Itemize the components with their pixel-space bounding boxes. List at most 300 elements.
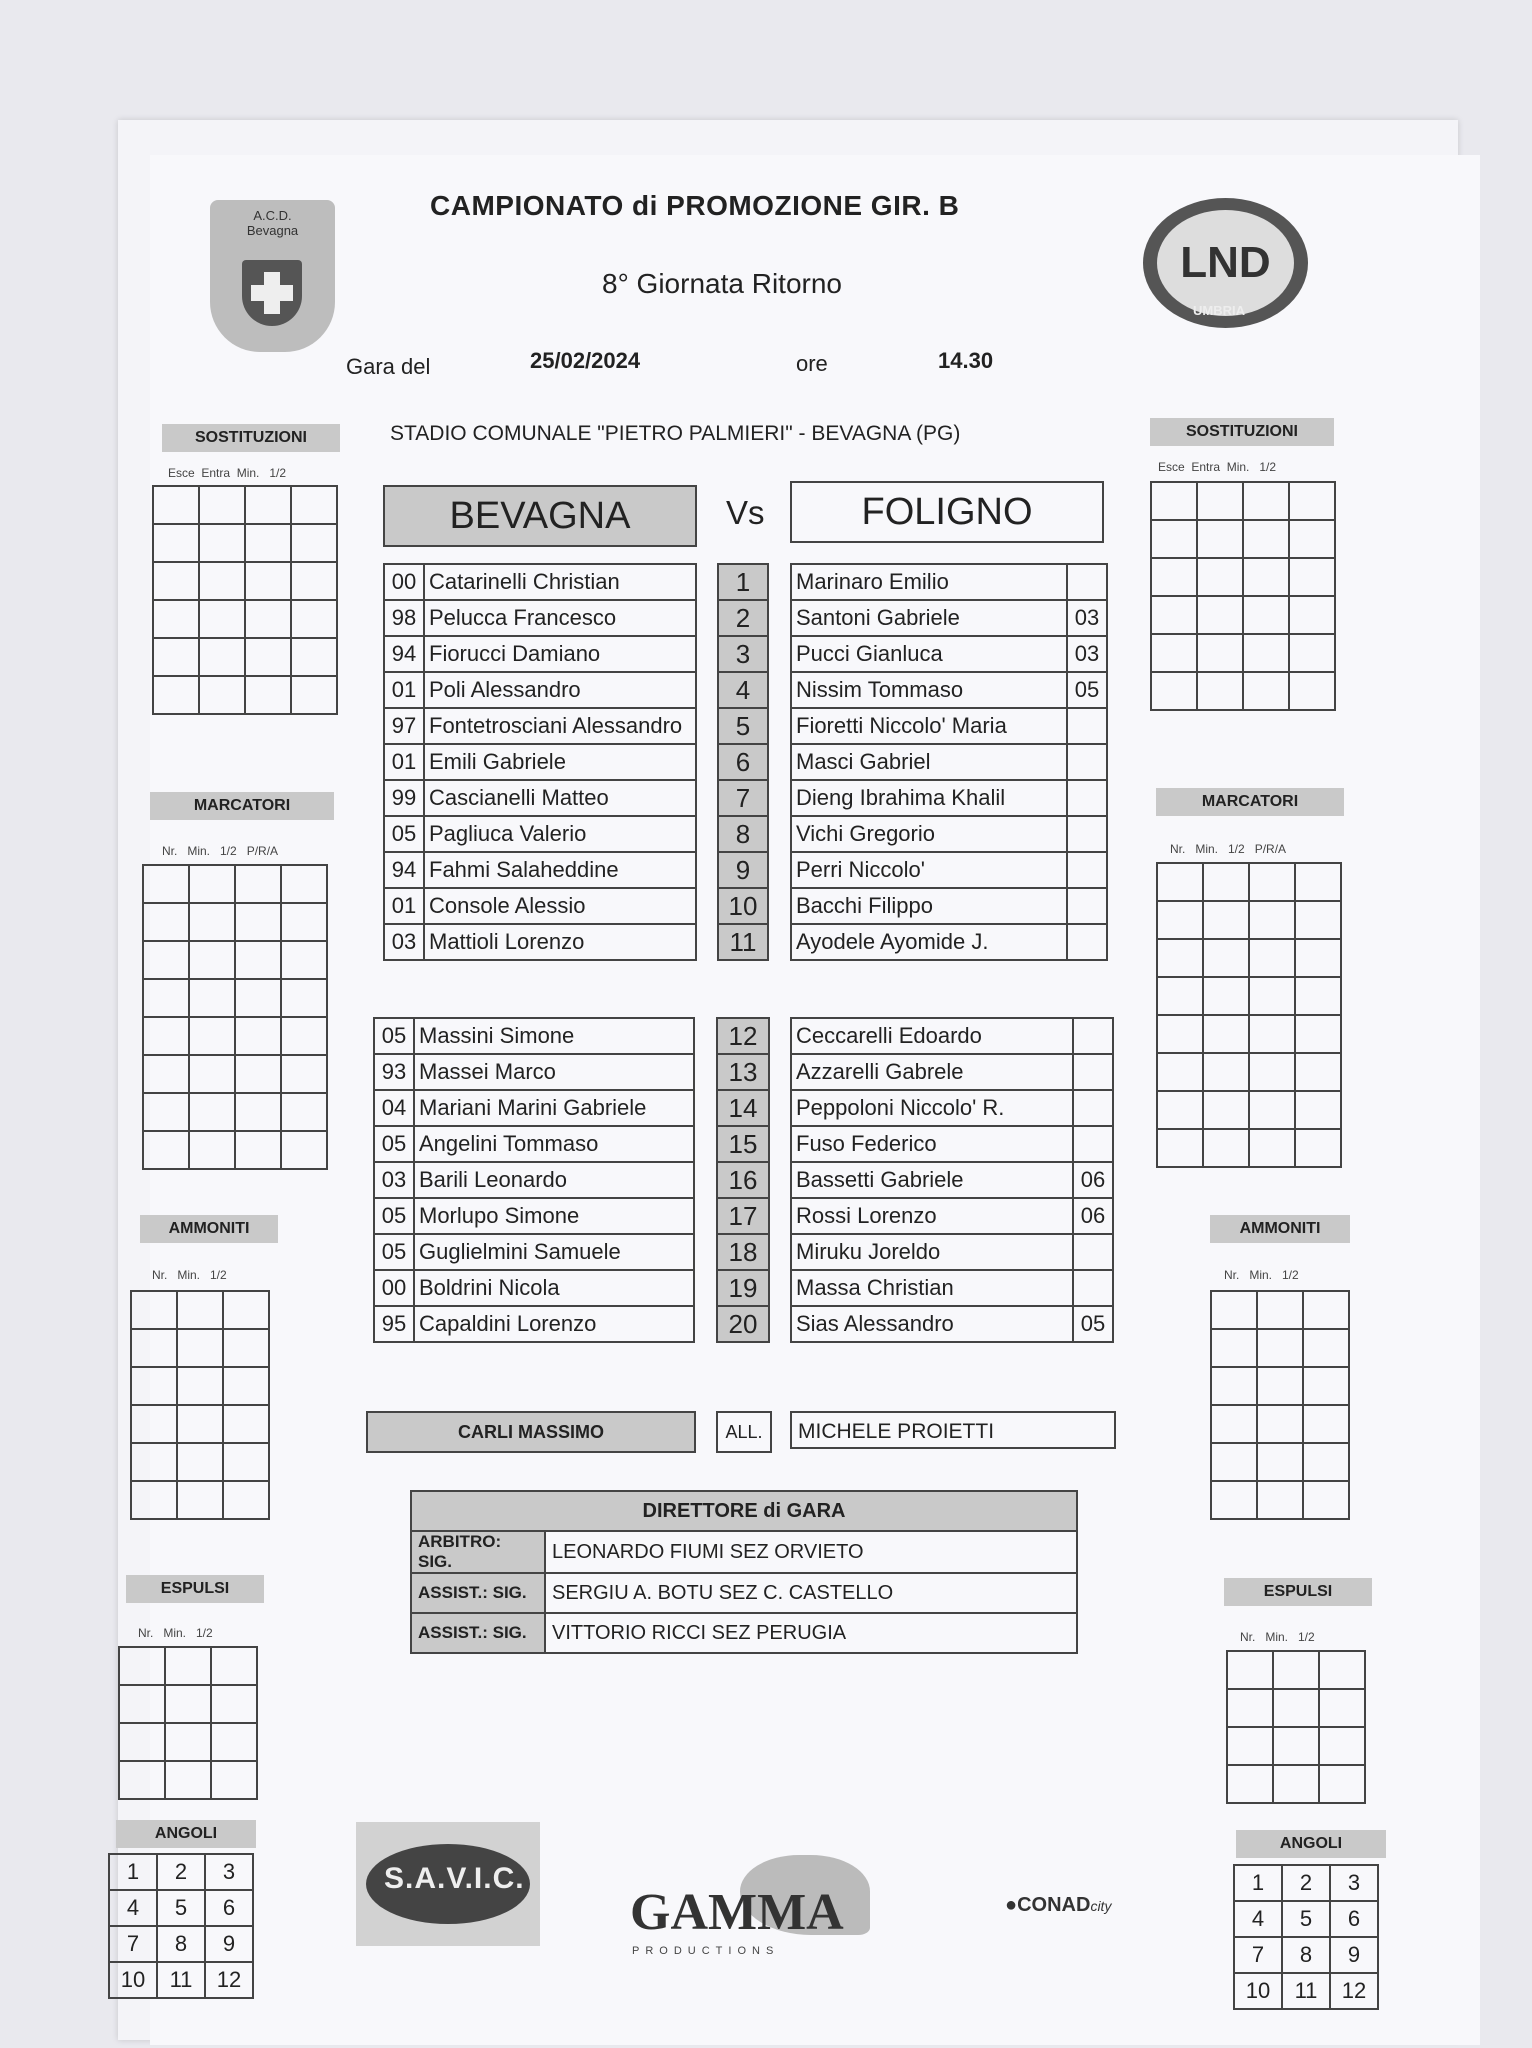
grid-cell — [131, 1291, 177, 1329]
grid-cell — [189, 941, 235, 979]
grid-cell — [281, 941, 327, 979]
player-name: Morlupo Simone — [414, 1198, 694, 1234]
table-row — [718, 708, 768, 744]
player-year: 03 — [374, 1162, 414, 1198]
left-ammoniti-label: AMMONITI — [140, 1215, 278, 1243]
player-name: Fontetrosciani Alessandro — [424, 708, 696, 744]
grid-cell — [153, 600, 199, 638]
grid-cell — [1211, 1329, 1257, 1367]
grid-cell — [1249, 1091, 1295, 1129]
grid-cell — [131, 1367, 177, 1405]
shirt-number: 13 — [717, 1054, 769, 1090]
grid-cell — [131, 1329, 177, 1367]
right-sostituzioni-label: SOSTITUZIONI — [1150, 418, 1334, 446]
grid-cell — [1157, 977, 1203, 1015]
player-year: 05 — [374, 1234, 414, 1270]
grid-cell — [245, 638, 291, 676]
player-name: Dieng Ibrahima Khalil — [791, 780, 1067, 816]
player-year: 03 — [1067, 636, 1107, 672]
grid-cell — [291, 524, 337, 562]
grid-cell — [199, 600, 245, 638]
grid-cell — [1197, 596, 1243, 634]
savic-sponsor-logo — [356, 1822, 540, 1946]
grid-cell — [1257, 1443, 1303, 1481]
grid-cell — [119, 1723, 165, 1761]
player-name: Vichi Gregorio — [791, 816, 1067, 852]
assistant-2-label: ASSIST.: SIG. — [411, 1613, 545, 1653]
player-name: Fiorucci Damiano — [424, 636, 696, 672]
corner-number: 7 — [1234, 1937, 1282, 1973]
grid-cell — [1157, 939, 1203, 977]
player-year — [1067, 780, 1107, 816]
grid-cell — [177, 1405, 223, 1443]
grid-cell — [153, 638, 199, 676]
grid-cell — [1303, 1481, 1349, 1519]
player-name: Fahmi Salaheddine — [424, 852, 696, 888]
grid-cell — [143, 865, 189, 903]
referee-name: LEONARDO FIUMI SEZ ORVIETO — [545, 1531, 1077, 1573]
table-row — [791, 924, 1107, 960]
grid-cell — [223, 1405, 269, 1443]
right-ammoniti-label: AMMONITI — [1210, 1215, 1350, 1243]
grid-cell — [1303, 1329, 1349, 1367]
table-row — [791, 1198, 1113, 1234]
player-name: Mariani Marini Gabriele — [414, 1090, 694, 1126]
grid-cell — [245, 562, 291, 600]
table-row — [718, 780, 768, 816]
table-row — [384, 924, 696, 960]
grid-cell — [1197, 672, 1243, 710]
grid-cell — [223, 1443, 269, 1481]
shirt-number: 12 — [717, 1018, 769, 1054]
grid-cell — [1289, 596, 1335, 634]
grid-cell — [1249, 977, 1295, 1015]
player-year: 05 — [1073, 1306, 1113, 1342]
grid-cell — [153, 676, 199, 714]
match-date: 25/02/2024 — [530, 348, 641, 373]
assistant-1-name: SERGIU A. BOTU SEZ C. CASTELLO — [545, 1573, 1077, 1613]
player-name: Catarinelli Christian — [424, 564, 696, 600]
shirt-number: 5 — [718, 708, 768, 744]
table-row — [374, 1198, 694, 1234]
player-name: Poli Alessandro — [424, 672, 696, 708]
referees-table — [410, 1490, 1078, 1654]
player-name: Azzarelli Gabrele — [791, 1054, 1073, 1090]
shirt-number: 18 — [717, 1234, 769, 1270]
shirt-number: 20 — [717, 1306, 769, 1342]
federation-region: UMBRIA — [1193, 303, 1245, 318]
table-row — [717, 1054, 769, 1090]
table-row — [791, 1306, 1113, 1342]
shirt-number: 9 — [718, 852, 768, 888]
table-row — [374, 1126, 694, 1162]
grid-cell — [245, 524, 291, 562]
player-name: Boldrini Nicola — [414, 1270, 694, 1306]
away-subs-table — [790, 1017, 1114, 1343]
player-name: Miruku Joreldo — [791, 1234, 1073, 1270]
left-espulsi-grid — [118, 1646, 258, 1800]
grid-cell — [1273, 1765, 1319, 1803]
player-year: 94 — [384, 636, 424, 672]
right-sostituzioni-cols: Esce Entra Min. 1/2 — [1158, 460, 1277, 474]
match-date-label: Gara del — [346, 354, 431, 379]
shirt-number: 19 — [717, 1270, 769, 1306]
player-name: Fuso Federico — [791, 1126, 1073, 1162]
grid-cell — [153, 524, 199, 562]
player-year — [1073, 1270, 1113, 1306]
shirt-number: 3 — [718, 636, 768, 672]
left-ammoniti-grid — [130, 1290, 270, 1520]
federation-logo — [1143, 198, 1308, 328]
gamma-logo-subtext: PRODUCTIONS — [632, 1945, 780, 1957]
sub-numbers-column — [716, 1017, 770, 1343]
player-year — [1067, 816, 1107, 852]
corner-number: 8 — [157, 1926, 205, 1962]
assistant-2-name: VITTORIO RICCI SEZ PERUGIA — [545, 1613, 1077, 1653]
grid-cell — [1203, 901, 1249, 939]
grid-cell — [1211, 1291, 1257, 1329]
shield-icon — [242, 260, 302, 326]
grid-cell — [1295, 863, 1341, 901]
table-row — [718, 636, 768, 672]
grid-cell — [245, 600, 291, 638]
page-title: CAMPIONATO di PROMOZIONE GIR. B — [430, 190, 960, 221]
grid-cell — [1319, 1765, 1365, 1803]
right-marcatori-label: MARCATORI — [1156, 788, 1344, 816]
grid-cell — [143, 941, 189, 979]
table-row — [384, 708, 696, 744]
left-espulsi-cols: Nr. Min. 1/2 — [138, 1626, 213, 1640]
left-sostituzioni-label: SOSTITUZIONI — [162, 424, 340, 452]
grid-cell — [245, 486, 291, 524]
corner-number: 9 — [205, 1926, 253, 1962]
corner-number: 1 — [109, 1854, 157, 1890]
table-row — [718, 744, 768, 780]
table-row — [791, 672, 1107, 708]
grid-cell — [177, 1367, 223, 1405]
table-row — [374, 1270, 694, 1306]
referee-label: ARBITRO: SIG. — [411, 1531, 545, 1573]
grid-cell — [143, 1017, 189, 1055]
corner-number: 10 — [1234, 1973, 1282, 2009]
table-row — [791, 1162, 1113, 1198]
home-club-logo — [210, 200, 335, 352]
home-team-name: BEVAGNA — [383, 485, 697, 547]
player-year — [1073, 1126, 1113, 1162]
match-time-label: ore — [796, 351, 828, 376]
grid-cell — [291, 676, 337, 714]
table-row — [717, 1090, 769, 1126]
table-row — [791, 1018, 1113, 1054]
grid-cell — [189, 979, 235, 1017]
grid-cell — [1289, 558, 1335, 596]
grid-cell — [1243, 558, 1289, 596]
grid-cell — [281, 979, 327, 1017]
player-year — [1067, 888, 1107, 924]
savic-logo-text: S.A.V.I.C. — [384, 1862, 525, 1895]
grid-cell — [1227, 1727, 1273, 1765]
shirt-number: 1 — [718, 564, 768, 600]
grid-cell — [235, 1055, 281, 1093]
grid-cell — [1289, 672, 1335, 710]
grid-cell — [1295, 1053, 1341, 1091]
grid-cell — [1151, 596, 1197, 634]
grid-cell — [1197, 558, 1243, 596]
table-row — [718, 924, 768, 960]
shirt-number: 17 — [717, 1198, 769, 1234]
player-year: 06 — [1073, 1198, 1113, 1234]
player-name: Perri Niccolo' — [791, 852, 1067, 888]
grid-cell — [131, 1481, 177, 1519]
corner-number: 12 — [205, 1962, 253, 1998]
player-year — [1073, 1018, 1113, 1054]
grid-cell — [1319, 1689, 1365, 1727]
corner-number: 8 — [1282, 1937, 1330, 1973]
grid-cell — [165, 1761, 211, 1799]
table-row — [717, 1162, 769, 1198]
conad-icon: ● — [1005, 1894, 1018, 1916]
grid-cell — [291, 486, 337, 524]
table-row — [384, 744, 696, 780]
grid-cell — [177, 1481, 223, 1519]
player-year — [1067, 564, 1107, 600]
right-sostituzioni-grid — [1150, 481, 1336, 711]
shirt-number: 4 — [718, 672, 768, 708]
player-year — [1067, 744, 1107, 780]
federation-logo-text: LND — [1157, 210, 1294, 316]
grid-cell — [131, 1405, 177, 1443]
player-year: 95 — [374, 1306, 414, 1342]
referees-header: DIRETTORE di GARA — [411, 1491, 1077, 1531]
corner-number: 11 — [1282, 1973, 1330, 2009]
grid-cell — [1303, 1367, 1349, 1405]
shirt-number: 16 — [717, 1162, 769, 1198]
grid-cell — [177, 1291, 223, 1329]
left-ammoniti-cols: Nr. Min. 1/2 — [152, 1268, 227, 1282]
right-espulsi-label: ESPULSI — [1224, 1578, 1372, 1606]
shirt-number: 8 — [718, 816, 768, 852]
grid-cell — [235, 979, 281, 1017]
table-row — [718, 816, 768, 852]
player-name: Barili Leonardo — [414, 1162, 694, 1198]
grid-cell — [1319, 1651, 1365, 1689]
grid-cell — [223, 1329, 269, 1367]
grid-cell — [119, 1685, 165, 1723]
table-row — [384, 888, 696, 924]
corner-number: 2 — [1282, 1865, 1330, 1901]
left-marcatori-cols: Nr. Min. 1/2 P/R/A — [162, 844, 279, 858]
home-subs-table — [373, 1017, 695, 1343]
grid-cell — [1151, 520, 1197, 558]
grid-cell — [223, 1481, 269, 1519]
table-row — [384, 636, 696, 672]
player-name: Santoni Gabriele — [791, 600, 1067, 636]
grid-cell — [1211, 1367, 1257, 1405]
grid-cell — [199, 562, 245, 600]
grid-cell — [291, 562, 337, 600]
grid-cell — [235, 941, 281, 979]
grid-cell — [199, 638, 245, 676]
shirt-number: 7 — [718, 780, 768, 816]
player-year: 04 — [374, 1090, 414, 1126]
grid-cell — [291, 638, 337, 676]
grid-cell — [235, 903, 281, 941]
player-year: 01 — [384, 672, 424, 708]
grid-cell — [223, 1367, 269, 1405]
corner-number: 2 — [157, 1854, 205, 1890]
right-angoli-label: ANGOLI — [1236, 1830, 1386, 1858]
grid-cell — [1157, 1129, 1203, 1167]
grid-cell — [1273, 1689, 1319, 1727]
grid-cell — [1249, 1129, 1295, 1167]
assistant-1-label: ASSIST.: SIG. — [411, 1573, 545, 1613]
grid-cell — [1203, 1129, 1249, 1167]
grid-cell — [1289, 520, 1335, 558]
grid-cell — [1243, 482, 1289, 520]
right-espulsi-cols: Nr. Min. 1/2 — [1240, 1630, 1315, 1644]
grid-cell — [1243, 634, 1289, 672]
player-name: Angelini Tommaso — [414, 1126, 694, 1162]
player-name: Sias Alessandro — [791, 1306, 1073, 1342]
away-team-name: FOLIGNO — [790, 481, 1104, 543]
player-year: 03 — [384, 924, 424, 960]
right-angoli-grid — [1233, 1864, 1379, 2010]
table-row — [718, 852, 768, 888]
table-row — [384, 600, 696, 636]
shirt-number: 2 — [718, 600, 768, 636]
player-year: 05 — [1067, 672, 1107, 708]
grid-cell — [1295, 1015, 1341, 1053]
grid-cell — [1257, 1405, 1303, 1443]
grid-cell — [143, 1131, 189, 1169]
match-time: 14.30 — [938, 348, 994, 373]
left-marcatori-label: MARCATORI — [150, 792, 334, 820]
conad-sponsor-logo — [1005, 1894, 1111, 1917]
grid-cell — [1157, 1091, 1203, 1129]
left-marcatori-grid — [142, 864, 328, 1170]
table-row — [384, 564, 696, 600]
grid-cell — [281, 865, 327, 903]
grid-cell — [1303, 1291, 1349, 1329]
corner-number: 1 — [1234, 1865, 1282, 1901]
grid-cell — [211, 1723, 257, 1761]
player-name: Pagliuca Valerio — [424, 816, 696, 852]
grid-cell — [1151, 482, 1197, 520]
grid-cell — [1151, 672, 1197, 710]
grid-cell — [189, 903, 235, 941]
player-name: Ayodele Ayomide J. — [791, 924, 1067, 960]
corner-number: 4 — [109, 1890, 157, 1926]
grid-cell — [1203, 863, 1249, 901]
grid-cell — [1227, 1765, 1273, 1803]
grid-cell — [281, 1131, 327, 1169]
player-name: Massei Marco — [414, 1054, 694, 1090]
player-year: 98 — [384, 600, 424, 636]
table-row — [384, 852, 696, 888]
table-row — [791, 888, 1107, 924]
grid-cell — [1157, 901, 1203, 939]
corner-number: 12 — [1330, 1973, 1378, 2009]
player-year: 06 — [1073, 1162, 1113, 1198]
right-marcatori-cols: Nr. Min. 1/2 P/R/A — [1170, 842, 1287, 856]
grid-cell — [189, 1055, 235, 1093]
table-row — [791, 852, 1107, 888]
grid-cell — [223, 1291, 269, 1329]
right-marcatori-grid — [1156, 862, 1342, 1168]
player-name: Console Alessio — [424, 888, 696, 924]
shirt-number: 10 — [718, 888, 768, 924]
shirt-number: 11 — [718, 924, 768, 960]
grid-cell — [245, 676, 291, 714]
player-name: Masci Gabriel — [791, 744, 1067, 780]
grid-cell — [153, 562, 199, 600]
corner-number: 3 — [1330, 1865, 1378, 1901]
player-name: Capaldini Lorenzo — [414, 1306, 694, 1342]
table-row — [717, 1018, 769, 1054]
grid-cell — [1151, 558, 1197, 596]
player-name: Bacchi Filippo — [791, 888, 1067, 924]
player-name: Marinaro Emilio — [791, 564, 1067, 600]
corner-number: 3 — [205, 1854, 253, 1890]
grid-cell — [281, 903, 327, 941]
table-row — [384, 672, 696, 708]
player-year — [1073, 1090, 1113, 1126]
player-name: Pelucca Francesco — [424, 600, 696, 636]
grid-cell — [1211, 1443, 1257, 1481]
table-row — [374, 1306, 694, 1342]
player-year — [1067, 852, 1107, 888]
grid-cell — [1303, 1405, 1349, 1443]
right-ammoniti-cols: Nr. Min. 1/2 — [1224, 1268, 1299, 1282]
grid-cell — [1273, 1651, 1319, 1689]
corner-number: 6 — [205, 1890, 253, 1926]
grid-cell — [143, 903, 189, 941]
table-row — [791, 780, 1107, 816]
starter-numbers-column — [717, 563, 769, 961]
player-name: Mattioli Lorenzo — [424, 924, 696, 960]
grid-cell — [1249, 901, 1295, 939]
round-subtitle: 8° Giornata Ritorno — [602, 268, 842, 299]
player-name: Pucci Gianluca — [791, 636, 1067, 672]
grid-cell — [1289, 482, 1335, 520]
player-year: 99 — [384, 780, 424, 816]
grid-cell — [143, 1093, 189, 1131]
grid-cell — [1203, 1015, 1249, 1053]
grid-cell — [1243, 596, 1289, 634]
grid-cell — [1203, 939, 1249, 977]
table-row — [717, 1126, 769, 1162]
corner-number: 7 — [109, 1926, 157, 1962]
grid-cell — [1203, 977, 1249, 1015]
grid-cell — [1197, 520, 1243, 558]
grid-cell — [1289, 634, 1335, 672]
grid-cell — [1273, 1727, 1319, 1765]
player-year: 01 — [384, 744, 424, 780]
stadium-name: STADIO COMUNALE "PIETRO PALMIERI" - BEVAGNA (PG) — [390, 422, 961, 445]
shirt-number: 15 — [717, 1126, 769, 1162]
table-row — [374, 1234, 694, 1270]
shirt-number: 14 — [717, 1090, 769, 1126]
player-year: 00 — [384, 564, 424, 600]
table-row — [718, 888, 768, 924]
away-coach: MICHELE PROIETTI — [790, 1411, 1116, 1449]
grid-cell — [235, 1131, 281, 1169]
player-name: Emili Gabriele — [424, 744, 696, 780]
grid-cell — [189, 1131, 235, 1169]
grid-cell — [1249, 863, 1295, 901]
table-row — [718, 564, 768, 600]
grid-cell — [189, 865, 235, 903]
